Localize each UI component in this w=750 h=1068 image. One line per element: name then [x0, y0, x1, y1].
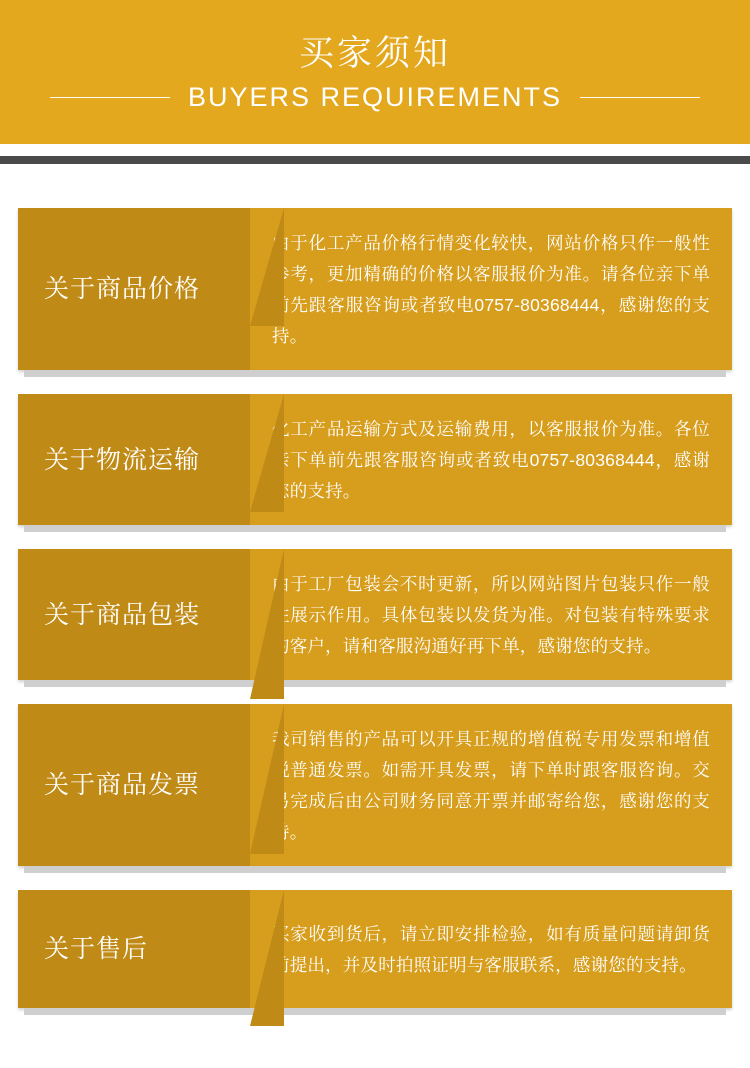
section-row-invoice: [18, 704, 732, 866]
section-body-aftersales: [250, 890, 732, 1008]
section-body-text: 由于化工产品价格行情变化较快，网站价格只作一般性参考，更加精确的价格以客服报价为准。请各位亲下单前先跟客服咨询或者致电0757-80368444，感谢您的支持。: [272, 233, 710, 346]
header-rule-right: [580, 97, 700, 98]
section-label-price: [18, 208, 250, 370]
page-subtitle: BUYERS REQUIREMENTS: [187, 81, 563, 112]
header-gap: [0, 144, 750, 156]
section-body-text: 化工产品运输方式及运输费用，以客服报价为准。各位亲下单前先跟客服咨询或者致电0757-80368444，感谢您的支持。: [272, 419, 710, 501]
card-shadow: [24, 1008, 726, 1015]
section-label-text: 关于售后: [44, 935, 149, 963]
card-shadow: [24, 866, 726, 873]
section-row-aftersales: [18, 890, 732, 1008]
section-label-packaging: [18, 549, 250, 680]
section-label-text: 关于物流运输: [44, 445, 201, 474]
section-label-aftersales: [18, 890, 250, 1008]
section-row-logistics: [18, 394, 732, 525]
section-label-text: 关于商品发票: [44, 771, 201, 799]
section-body-packaging: [250, 549, 732, 680]
card-shadow: [24, 370, 726, 377]
section-body-logistics: [250, 394, 732, 525]
header-rule-left: [50, 97, 170, 98]
section-body-text: 由于工厂包装会不时更新，所以网站图片包装只作一般性展示作用。具体包装以发货为准。对包装有特殊要求的客户，请和客服沟通好再下单，感谢您的支持。: [272, 574, 710, 656]
section-label-logistics: [18, 394, 250, 525]
section-row-price: [18, 208, 732, 370]
section-body-price: [250, 208, 732, 370]
section-row-packaging: [18, 549, 732, 680]
section-body-invoice: [250, 704, 732, 866]
card-shadow: [24, 525, 726, 532]
bottom-spacer: [18, 1032, 732, 1068]
dark-divider-bar: [0, 156, 750, 164]
page-title: 买家须知: [298, 33, 451, 73]
page-subtitle-row: [0, 82, 750, 113]
sections-list: [0, 164, 750, 1068]
card-shadow: [24, 680, 726, 687]
section-body-text: 我司销售的产品可以开具正规的增值税专用发票和增值税普通发票。如需开具发票，请下单时跟客服咨询。交易完成后由公司财务同意开票并邮寄给您，感谢您的支持。: [272, 729, 710, 842]
section-label-invoice: [18, 704, 250, 866]
section-label-text: 关于商品价格: [44, 275, 201, 303]
page-header: [0, 0, 750, 144]
section-label-text: 关于商品包装: [44, 600, 201, 629]
section-body-text: 买家收到货后，请立即安排检验，如有质量问题请卸货前提出，并及时拍照证明与客服联系，感谢您的支持。: [272, 924, 710, 975]
